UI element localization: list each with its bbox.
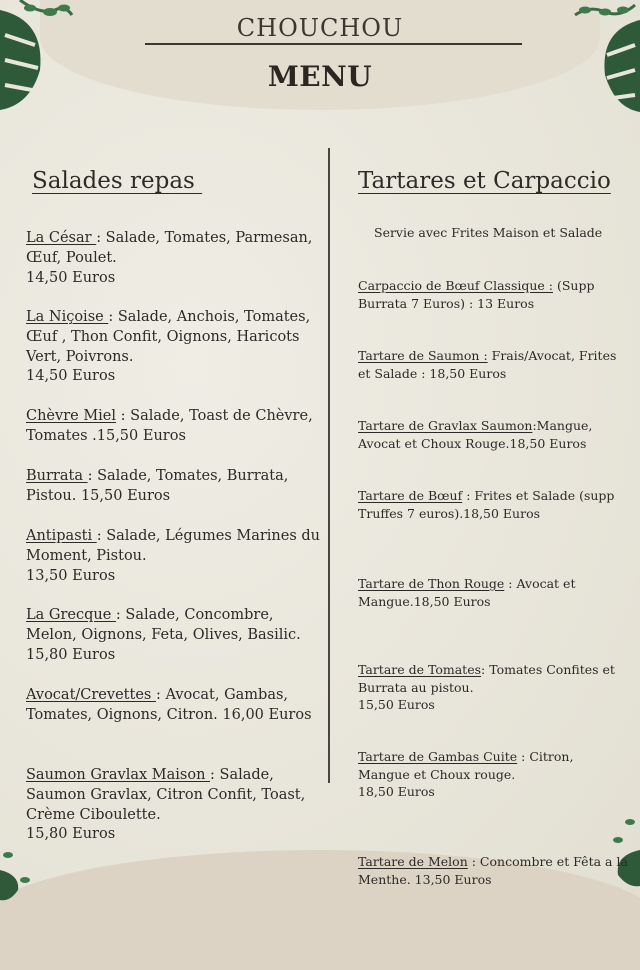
item-name: Tartare de Bœuf bbox=[358, 488, 463, 503]
item-description: : Salade, Saumon Gravlax, Citron Confit, Toast, Crème Ciboulette. bbox=[26, 767, 306, 823]
item-price: 15,50 Euros bbox=[358, 697, 435, 712]
item-name: Burrata bbox=[26, 468, 88, 484]
item-price: 15,80 Euros bbox=[26, 826, 116, 843]
item-price: 14,50 Euros bbox=[26, 368, 116, 385]
leaf-bottom-left-icon bbox=[0, 840, 45, 906]
item-description: : Salade, Concombre, Melon, Oignons, Feta, Olives, Basilic. 15,80 Euros bbox=[26, 607, 301, 663]
item-price: 13,50 Euros bbox=[26, 567, 116, 584]
item-description: : Salade, Anchois, Tomates, Œuf , Thon Confit, Oignons, Haricots Vert, Poivrons. bbox=[26, 309, 311, 365]
item-description: : Frites et Salade (supp Truffes 7 euros).18,50 Euros bbox=[358, 488, 615, 521]
menu-item-tartare-tomates bbox=[358, 661, 628, 714]
item-name: Saumon Gravlax Maison bbox=[26, 767, 211, 783]
menu-item-tartare-gravlax bbox=[358, 417, 628, 452]
item-name: Avocat/Crevettes bbox=[26, 687, 156, 703]
item-name: Tartare de Melon bbox=[358, 854, 468, 869]
menu-item-tartare-saumon bbox=[358, 347, 628, 382]
item-description: : Tomates Confites et Burrata au pistou. bbox=[358, 662, 615, 695]
item-description: (Supp Burrata 7 Euros) : 13 Euros bbox=[358, 278, 595, 311]
item-description: : Salade, Toast de Chèvre, Tomates .15,50 Euros bbox=[26, 408, 313, 444]
menu-item-cesar bbox=[26, 229, 321, 288]
menu-item-antipasti bbox=[26, 527, 321, 586]
menu-item-avocat-crevettes bbox=[26, 686, 321, 726]
item-name: Tartare de Thon Rouge bbox=[358, 576, 505, 591]
item-description: Frais/Avocat, Frites et Salade : 18,50 Euros bbox=[358, 348, 617, 381]
menu-item-saumon-gravlax bbox=[26, 766, 321, 845]
item-name: La Niçoise bbox=[26, 309, 109, 325]
menu-item-tartare-melon bbox=[358, 853, 628, 888]
item-name: Tartare de Gambas Cuite bbox=[358, 749, 518, 764]
item-description: : Concombre et Fêta a la Menthe. 13,50 Euros bbox=[358, 854, 628, 887]
item-price: 14,50 Euros bbox=[26, 269, 116, 286]
salades-section-title: Salades repas bbox=[32, 168, 203, 194]
menu-item-burrata bbox=[26, 467, 321, 507]
item-name: Tartare de Gravlax Saumon bbox=[358, 418, 533, 433]
tartares-section-title: Tartares et Carpaccio bbox=[358, 168, 611, 194]
column-divider bbox=[328, 148, 330, 783]
item-description: : Salade, Tomates, Burrata, Pistou. 15,50 Euros bbox=[26, 468, 289, 504]
item-description: : Citron, Mangue et Choux rouge. bbox=[358, 749, 574, 782]
menu-item-grecque bbox=[26, 606, 321, 665]
item-name: La César bbox=[26, 230, 97, 246]
item-description: : Salade, Légumes Marines du Moment, Pistou. bbox=[26, 528, 321, 564]
item-name: Carpaccio de Bœuf Classique : bbox=[358, 278, 553, 293]
menu-item-tartare-thon bbox=[358, 575, 628, 610]
item-name: Tartare de Saumon : bbox=[358, 348, 488, 363]
menu-item-nicoise bbox=[26, 308, 321, 387]
menu-item-chevre-miel bbox=[26, 407, 321, 447]
menu-item-tartare-boeuf bbox=[358, 487, 628, 522]
brand-underline bbox=[145, 43, 522, 45]
item-name: La Grecque bbox=[26, 607, 116, 623]
item-price: 18,50 Euros bbox=[358, 784, 435, 799]
menu-item-tartare-gambas bbox=[358, 748, 628, 801]
item-name: Antipasti bbox=[26, 528, 97, 544]
item-name: Chèvre Miel bbox=[26, 408, 117, 424]
item-description: : Avocat et Mangue.18,50 Euros bbox=[358, 576, 576, 609]
item-description: :Mangue, Avocat et Choux Rouge.18,50 Euros bbox=[358, 418, 593, 451]
item-description: : Salade, Tomates, Parmesan, Œuf, Poulet. bbox=[26, 230, 313, 266]
menu-title: MENU bbox=[267, 60, 373, 93]
item-description: : Avocat, Gambas, Tomates, Oignons, Citron. 16,00 Euros bbox=[26, 687, 312, 723]
item-name: Tartare de Tomates bbox=[358, 662, 482, 677]
menu-item-carpaccio-boeuf bbox=[358, 277, 628, 312]
restaurant-name: CHOUCHOU bbox=[236, 14, 404, 42]
section-subtitle: Servie avec Frites Maison et Salade bbox=[374, 225, 603, 240]
